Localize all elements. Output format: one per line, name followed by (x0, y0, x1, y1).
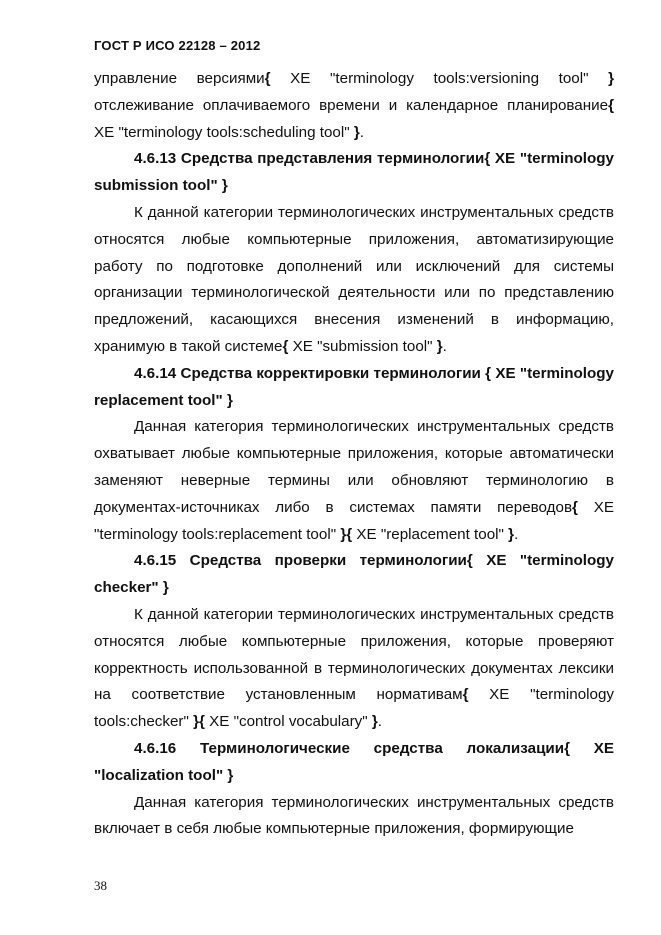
document-body (94, 66, 614, 843)
xe-field-text: XE "terminology tools:versioning tool" (270, 70, 609, 87)
field-brace: { (282, 337, 289, 355)
field-brace: { (462, 686, 469, 704)
xe-field-text: XE "terminology tools:replacement tool" (94, 498, 614, 543)
field-brace: }{ (340, 525, 353, 543)
page-number: 38 (94, 878, 107, 893)
text-run: . (377, 713, 383, 731)
xe-field-text: XE "terminology tools:checker" (94, 686, 615, 731)
paragraph (94, 66, 614, 146)
text-run: К данной категории терминологических инструментальных средств относятся любые компьютерные приложения, которые проверяют корректность использованной в терминологических документах лексики на соответствие установленным нормативам (94, 605, 614, 704)
text-run: управление версиями (94, 70, 265, 87)
field-brace: { (572, 498, 578, 516)
section-heading-4-6-16: 4.6.16 Терминологические средства локализации{ XE "localization tool" } (94, 739, 614, 784)
section-heading-4-6-13: 4.6.13 Средства представления терминологии{ XE "terminology submission tool" } (94, 150, 614, 195)
text-run: . (514, 525, 519, 543)
xe-field-text: XE "control vocabulary" (204, 713, 372, 731)
section-heading-4-6-15: 4.6.15 Средства проверки терминологии{ XE "terminology checker" } (94, 552, 614, 597)
text-run: Данная категория терминологических инструментальных средств охватывает любые компьютерные приложения, которые автоматически заменяют неверные термины или обновляют терминологию в документах-источниках либо в системах памяти переводов (94, 418, 614, 516)
document-header: ГОСТ Р ИСО 22128 – 2012 (94, 38, 261, 53)
section-heading-4-6-14: 4.6.14 Средства корректировки терминологии { XE "terminology replacement tool" } (94, 364, 614, 409)
paragraph: Данная категория терминологических инструментальных средств включает в себя любые компьютерные приложения, формирующие (94, 793, 614, 838)
text-run: отслеживание оплачиваемого времени и календарное планирование (94, 96, 609, 114)
paragraph (94, 602, 614, 736)
field-brace: } (608, 70, 614, 87)
field-brace: } (508, 525, 515, 543)
field-brace: { (264, 70, 271, 87)
text-run: . (359, 123, 364, 141)
field-brace: } (371, 713, 378, 731)
xe-field-text: XE "submission tool" (288, 337, 437, 355)
field-brace: } (353, 123, 360, 141)
paragraph (94, 200, 614, 361)
field-brace: } (436, 337, 443, 355)
field-brace: { (608, 96, 614, 114)
field-brace: }{ (193, 713, 205, 731)
paragraph (94, 414, 614, 548)
text-run: К данной категории терминологических инструментальных средств относятся любые компьютерные приложения, автоматизирующие работу по подготовке дополнений или исключений для системы организации терминологической деятельности или по представлению предложений, касающихся внесения изменений в информацию, хранимую в такой системе (94, 203, 614, 355)
xe-field-text: XE "replacement tool" (352, 525, 509, 543)
xe-field-text: XE "terminology tools:scheduling tool" (94, 123, 354, 141)
text-run: . (442, 337, 447, 355)
